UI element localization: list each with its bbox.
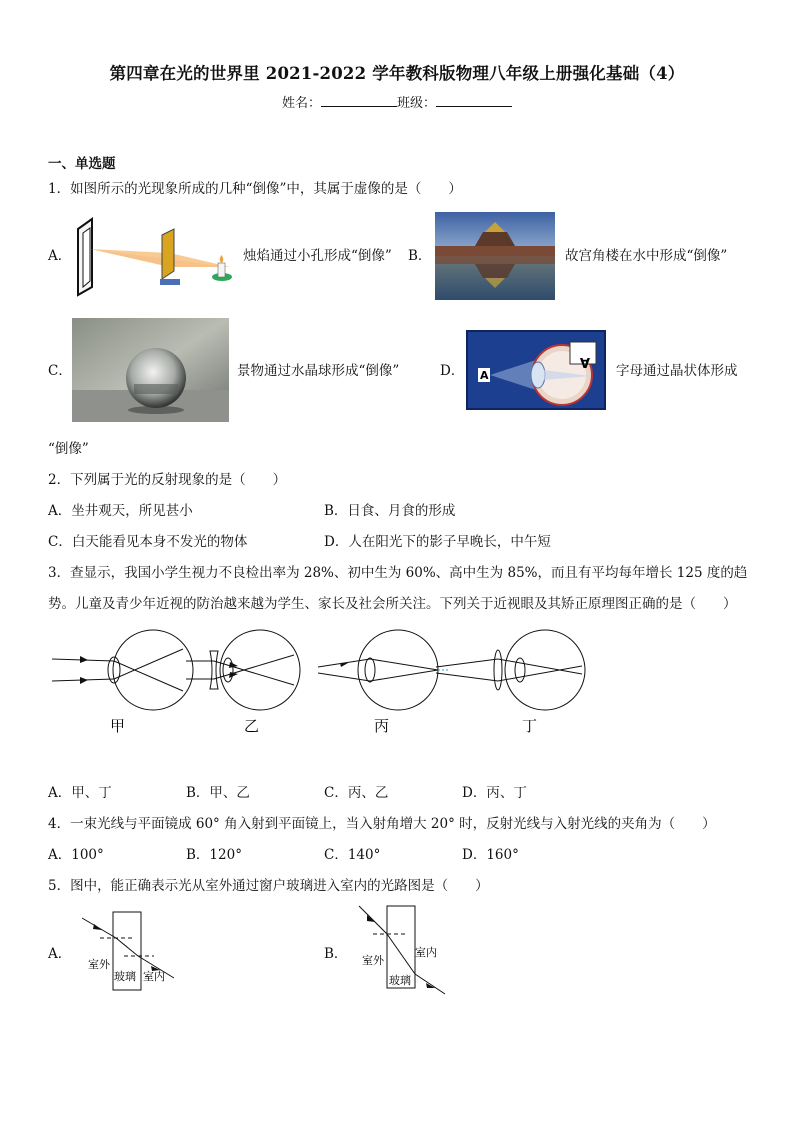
palace-reflection-photo — [435, 212, 555, 300]
q3-option-b: B．甲、乙 — [186, 785, 250, 801]
fig-a-outside-label: 室外 — [88, 958, 110, 971]
q2-option-b: B．日食、月食的形成 — [324, 503, 456, 519]
q1-option-d-letter: D． — [440, 363, 465, 379]
q4-option-a: A．100° — [48, 847, 104, 863]
q5-option-a-letter: A． — [48, 946, 72, 962]
q1-option-b-text: 故宫角楼在水中形成“倒像” — [565, 248, 728, 264]
crystal-ball-photo — [72, 318, 229, 422]
fig-a-inside-label: 室内 — [143, 970, 165, 983]
q1-option-a-letter: A． — [48, 248, 72, 264]
q3-option-d: D．丙、丁 — [462, 785, 527, 801]
q1-option-d-text-cont: “倒像” — [48, 441, 89, 457]
q1-option-c-text: 景物通过水晶球形成“倒像” — [237, 363, 400, 379]
q3-option-c: C．丙、乙 — [324, 785, 389, 801]
pinhole-camera-image — [70, 215, 240, 297]
fig-b-inside-label: 室内 — [415, 946, 437, 959]
q1-option-c-letter: C． — [48, 363, 72, 379]
q5-option-b-letter: B． — [324, 946, 348, 962]
class-label: 班级： — [397, 96, 437, 111]
section-heading: 一、单选题 — [48, 156, 116, 172]
q4-option-c: C．140° — [324, 847, 381, 863]
eye-diagram-yi — [186, 630, 300, 710]
q2-stem: 2．下列属于光的反射现象的是（ ） — [48, 472, 287, 488]
eye-diagram-bing — [318, 630, 450, 710]
page-title: 第四章在光的世界里 2021-2022 学年教科版物理八年级上册强化基础（4） — [109, 64, 685, 83]
eye-diagrams — [48, 625, 593, 745]
fig-label-bing: 丙 — [374, 717, 390, 735]
fig-b-outside-label: 室外 — [362, 954, 384, 967]
q2-option-c: C．白天能看见本身不发光的物体 — [48, 534, 248, 550]
name-label: 姓名： — [281, 96, 321, 111]
eye-diagram-ding — [436, 630, 585, 710]
name-blank — [321, 94, 397, 107]
fig-label-jia: 甲 — [110, 717, 126, 735]
q4-option-b: B．120° — [186, 847, 242, 863]
q1-option-b-letter: B． — [408, 248, 432, 264]
q4-stem: 4．一束光线与平面镜成 60° 角入射到平面镜上，当入射角增大 20° 时，反射光线与入射光线的夹角为（ ） — [48, 816, 716, 832]
q2-option-d: D．人在阳光下的影子早晚长，中午短 — [324, 534, 551, 550]
student-info — [0, 92, 794, 111]
eye-letter-inverted: A — [579, 354, 590, 369]
q1-option-a-text: 烛焰通过小孔形成“倒像” — [243, 248, 392, 264]
q5-figure-a — [80, 908, 180, 992]
eye-diagram-jia — [52, 630, 193, 710]
eye-lens-image — [466, 330, 606, 410]
fig-b-glass-label: 玻璃 — [389, 974, 411, 987]
q5-figure-b — [355, 902, 455, 998]
q2-option-a: A．坐井观天，所见甚小 — [48, 503, 193, 519]
q3-option-a: A．甲、丁 — [48, 785, 112, 801]
q1-option-d-text: 字母通过晶状体形成 — [616, 363, 738, 379]
q3-stem-line2: 势。儿童及青少年近视的防治越来越为学生、家长及社会所关注。下列关于近视眼及其矫正原理图正确的是（ ） — [48, 596, 737, 612]
fig-a-glass-label: 玻璃 — [114, 970, 136, 983]
fig-label-yi: 乙 — [244, 717, 260, 735]
fig-label-ding: 丁 — [522, 717, 538, 735]
eye-letter-a: A — [480, 369, 489, 382]
q1-stem: 1．如图所示的光现象所成的几种“倒像”中，其属于虚像的是（ ） — [48, 181, 462, 197]
q3-stem-line1: 3．查显示，我国小学生视力不良检出率为 28%、初中生为 60%、高中生为 85%，而且有平均每年增长 125 度的趋 — [48, 565, 748, 581]
class-blank — [436, 94, 512, 107]
q5-stem: 5．图中，能正确表示光从室外通过窗户玻璃进入室内的光路图是（ ） — [48, 878, 489, 894]
q4-option-d: D．160° — [462, 847, 519, 863]
